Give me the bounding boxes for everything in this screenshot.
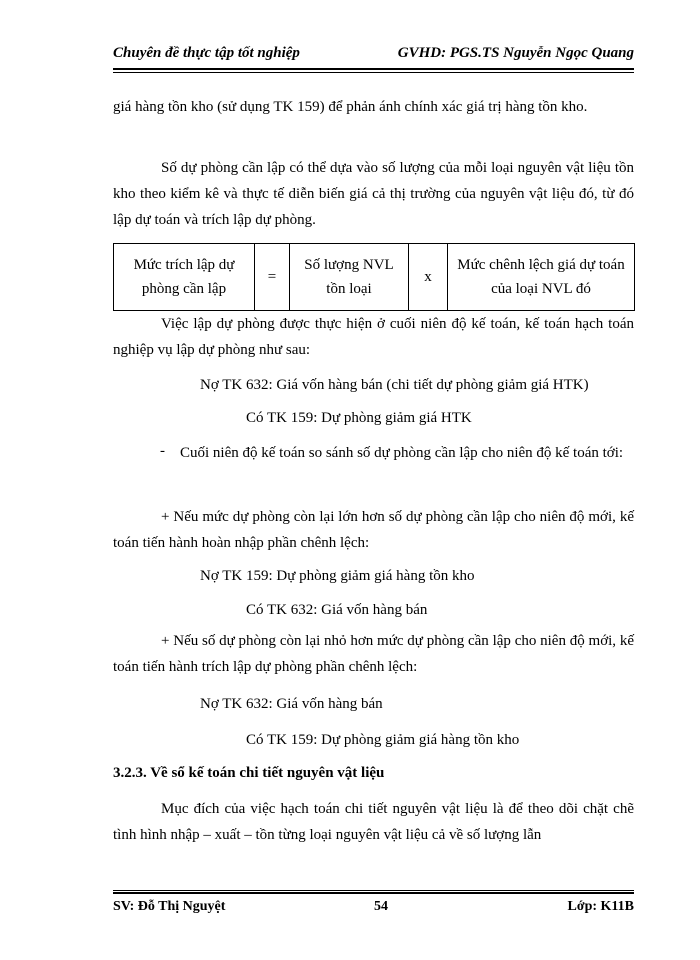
formula-cell-quantity: Số lượng NVL tồn loại	[290, 244, 409, 311]
paragraph-3: Việc lập dự phòng được thực hiện ở cuối niên độ kế toán, kế toán hạch toán nghiệp vụ lập dự phòng như sau:	[113, 316, 634, 358]
paragraph-1: giá hàng tồn kho (sử dụng TK 159) để phản ánh chính xác giá trị hàng tồn kho.	[113, 99, 588, 115]
bullet-text: Cuối niên độ kế toán so sánh số dự phòng cần lập cho niên độ kế toán tới:	[180, 445, 624, 461]
entry-1-credit: Có TK 159: Dự phòng giảm giá HTK	[246, 410, 472, 426]
header-rule	[113, 68, 634, 70]
formula-multiply: x	[409, 244, 448, 311]
paragraph-2: Số dự phòng cần lập có thể dựa vào số lượng của mỗi loại nguyên vật liệu tồn kho theo kiểm kê và thực tế diễn biến giá cả thị trường của nguyên vật liệu đó, từ đó lập dự toán và trích lập dự phòng.	[113, 160, 634, 228]
footer-rule	[113, 892, 634, 894]
header-left: Chuyên đề thực tập tốt nghiệp	[113, 45, 300, 61]
paragraph-5: + Nếu số dự phòng còn lại nhỏ hơn mức dự phòng cần lập cho niên độ mới, kế toán tiến hành trích lập dự phòng phần chênh lệch:	[113, 633, 634, 675]
footer-student: SV: Đỗ Thị Nguyệt	[113, 899, 226, 914]
footer-rule-thin	[113, 890, 634, 891]
header-right: GVHD: PGS.TS Nguyễn Ngọc Quang	[397, 45, 634, 61]
paragraph-6: Mục đích của việc hạch toán chi tiết nguyên vật liệu là để theo dõi chặt chẽ tình hình nhập – xuất – tồn từng loại nguyên vật liệu cả về số lượng lẫn	[113, 801, 634, 843]
formula-cell-price-diff: Mức chênh lệch giá dự toán của loại NVL đó	[448, 244, 635, 311]
formula-cell-provision: Mức trích lập dự phòng cần lập	[114, 244, 255, 311]
page-number: 54	[374, 899, 388, 914]
formula-equals: =	[255, 244, 290, 311]
provision-formula-table	[113, 243, 635, 311]
section-heading: 3.2.3. Về sổ kế toán chi tiết nguyên vật liệu	[113, 765, 385, 781]
entry-3-credit: Có TK 159: Dự phòng giảm giá hàng tồn kho	[246, 732, 520, 748]
entry-3-debit: Nợ TK 632: Giá vốn hàng bán	[200, 696, 383, 712]
entry-2-debit: Nợ TK 159: Dự phòng giảm giá hàng tồn kho	[200, 568, 475, 584]
header-rule-thin	[113, 72, 634, 73]
footer-class: Lớp: K11B	[567, 899, 634, 914]
paragraph-4: + Nếu mức dự phòng còn lại lớn hơn số dự phòng cần lập cho niên độ mới, kế toán tiến hành hoàn nhập phần chênh lệch:	[113, 509, 634, 551]
entry-2-credit: Có TK 632: Giá vốn hàng bán	[246, 602, 428, 618]
bullet-dash: -	[160, 443, 165, 459]
entry-1-debit: Nợ TK 632: Giá vốn hàng bán (chi tiết dự phòng giảm giá HTK)	[200, 377, 589, 393]
